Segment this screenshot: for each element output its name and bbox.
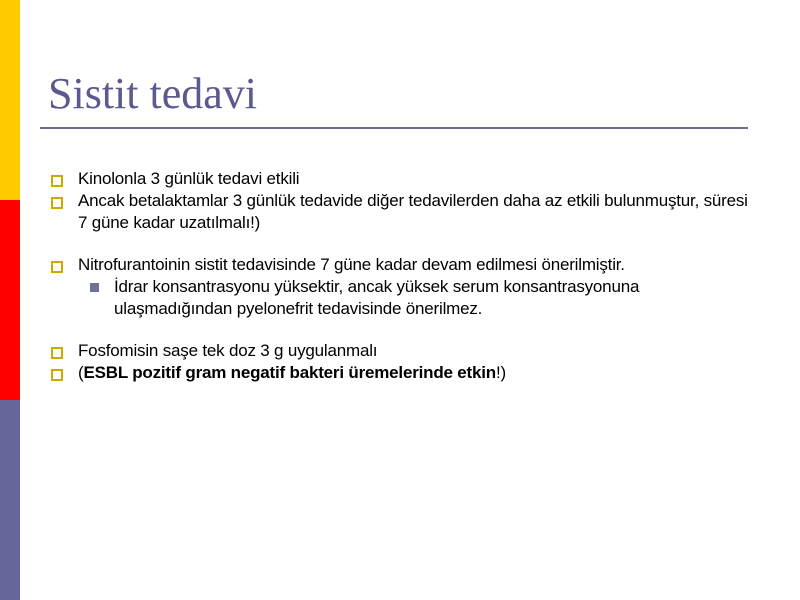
title-divider bbox=[40, 127, 748, 129]
bullet-item bbox=[48, 168, 748, 190]
sub-bullet-text: İdrar konsantrasyonu yüksektir, ancak yüksek serum konsantrasyonuna ulaşmadığından pyelonefrit tedavisinde önerilmez. bbox=[114, 277, 640, 318]
bullet-item bbox=[48, 340, 748, 362]
hollow-square-icon bbox=[51, 347, 63, 359]
side-bar-purple bbox=[0, 400, 20, 600]
bullet-text: Ancak betalaktamlar 3 günlük tedavide diğer tedavilerden daha az etkili bulunmuştur, süresi 7 güne kadar uzatılmalı!) bbox=[78, 191, 748, 232]
bullet-text: Kinolonla 3 günlük tedavi etkili bbox=[78, 169, 300, 188]
hollow-square-icon bbox=[51, 197, 63, 209]
side-bar-red bbox=[0, 200, 20, 400]
hollow-square-icon bbox=[51, 261, 63, 273]
side-bar-yellow bbox=[0, 0, 20, 200]
slide-content bbox=[48, 168, 748, 384]
bullet-text-bold: ESBL pozitif gram negatif bakteri üremelerinde etkin bbox=[83, 363, 496, 382]
sub-bullet-item bbox=[48, 276, 748, 320]
slide-title: Sistit tedavi bbox=[48, 69, 257, 118]
hollow-square-icon bbox=[51, 369, 63, 381]
bullet-text: Fosfomisin saşe tek doz 3 g uygulanmalı bbox=[78, 341, 378, 360]
bullet-item bbox=[48, 362, 748, 384]
bullet-item bbox=[48, 190, 748, 234]
filled-square-icon bbox=[90, 283, 99, 292]
bullet-text-close: !) bbox=[495, 363, 506, 382]
bullet-text: Nitrofurantoinin sistit tedavisinde 7 güne kadar devam edilmesi önerilmiştir. bbox=[78, 255, 625, 274]
bullet-item bbox=[48, 254, 748, 276]
bullet-text-open: ( bbox=[78, 363, 84, 382]
hollow-square-icon bbox=[51, 175, 63, 187]
